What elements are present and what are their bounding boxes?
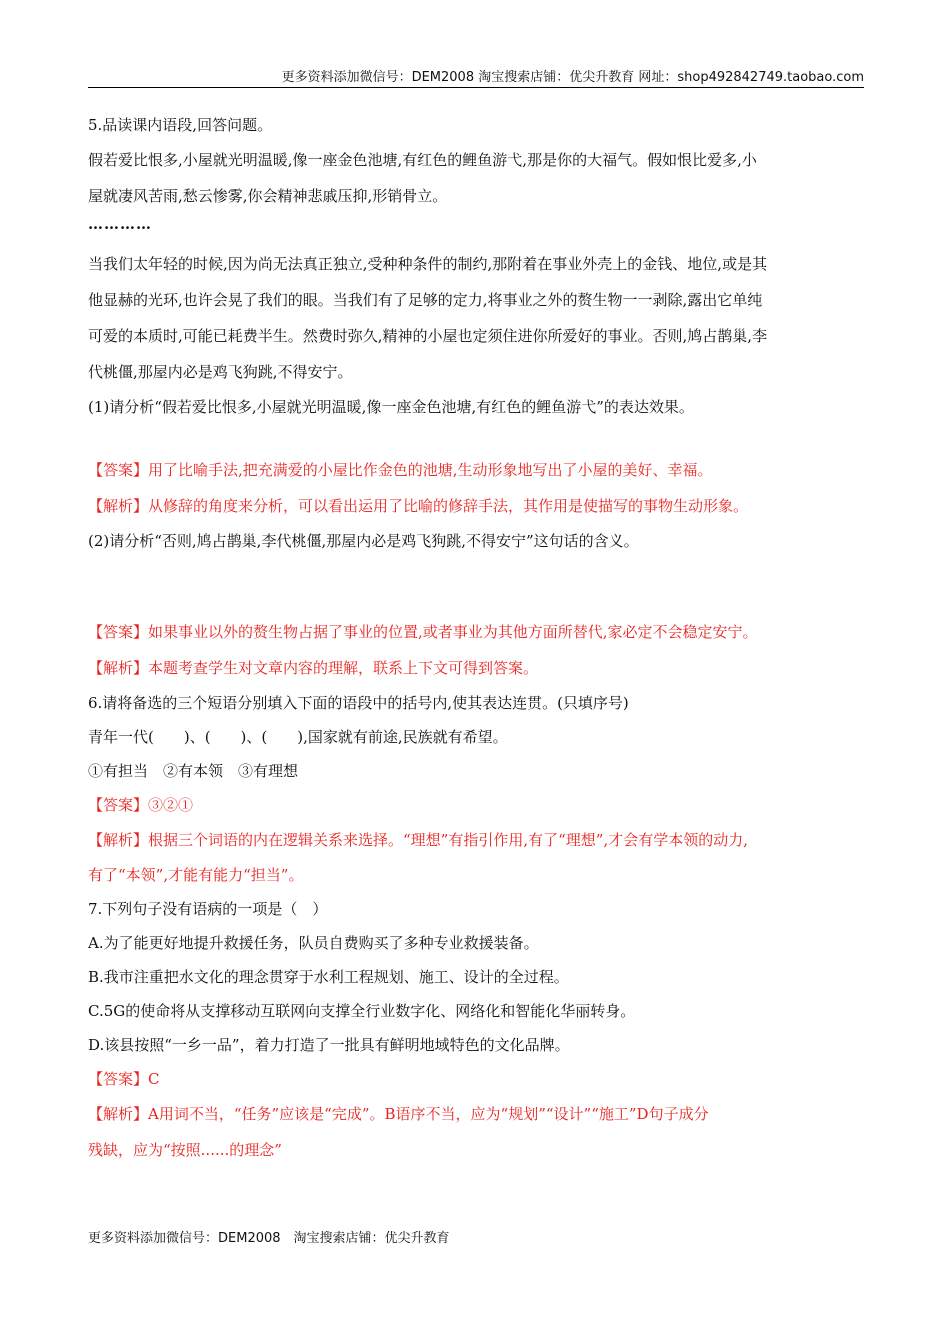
explanation-text: A用词不当，“任务”应该是“完成”。B语序不当，应为“规划”“设计”“施工”D句子成分 <box>148 1105 709 1123</box>
q5-passage-line: 他显赫的光环,也许会晃了我们的眼。当我们有了足够的定力,将事业之外的赘生物一一剥除,露出它单纯 <box>88 291 763 309</box>
answer-tag: 【答案】 <box>88 623 149 641</box>
q7-explanation-line: 残缺，应为“按照......的理念” <box>88 1141 282 1159</box>
q5-title: 5.品读课内语段,回答问题。 <box>88 116 273 134</box>
q5-passage-line: 可爱的本质时,可能已耗费半生。然费时弥久,精神的小屋也定须住进你所爱好的事业。否则,鸠占鹊巢,李 <box>88 327 768 345</box>
q5-subquestion-1: (1)请分析“假若爱比恨多,小屋就光明温暖,像一座金色池塘,有红色的鲤鱼游弋”的表达效果。 <box>88 398 694 416</box>
q5-answer-1 <box>88 452 864 488</box>
document-body <box>88 108 864 1168</box>
q7-option-c: C.5G的使命将从支撑移动互联网向支撑全行业数字化、网络化和智能化华丽转身。 <box>88 1002 636 1020</box>
q6-explanation-line <box>88 822 864 858</box>
q7-option-d: D.该县按照“一乡一品”，着力打造了一批具有鲜明地域特色的文化品牌。 <box>88 1036 570 1054</box>
header-divider <box>88 87 864 88</box>
q7-explanation-line <box>88 1096 864 1132</box>
q5-passage-line: 当我们太年轻的时候,因为尚无法真正独立,受种种条件的制约,那附着在事业外壳上的金钱、地位,或是其 <box>88 255 768 273</box>
explanation-tag: 【解析】 <box>88 659 149 677</box>
answer-text: C <box>148 1070 160 1088</box>
explanation-tag: 【解析】 <box>88 831 149 849</box>
answer-text: 用了比喻手法,把充满爱的小屋比作金色的池塘,生动形象地写出了小屋的美好、幸福。 <box>148 461 713 479</box>
page-footer: 更多资料添加微信号：DEM2008 淘宝搜索店铺：优尖升教育 <box>88 1231 450 1246</box>
q7-option-b: B.我市注重把水文化的理念贯穿于水利工程规划、施工、设计的全过程。 <box>88 968 569 986</box>
q5-subquestion-2: (2)请分析“否则,鸠占鹊巢,李代桃僵,那屋内必是鸡飞狗跳,不得安宁”这句话的含义。 <box>88 532 639 550</box>
q5-answer-2 <box>88 614 864 650</box>
q7-title: 7.下列句子没有语病的一项是（ ） <box>88 900 328 918</box>
q7-answer <box>88 1062 864 1096</box>
explanation-text: 本题考查学生对文章内容的理解，联系上下文可得到答案。 <box>148 659 539 677</box>
q5-explanation-2 <box>88 650 864 686</box>
q6-answer <box>88 788 864 822</box>
q6-sentence: 青年一代( )、( )、( ),国家就有前途,民族就有希望。 <box>88 728 508 746</box>
q5-passage-line: 假若爱比恨多,小屋就光明温暖,像一座金色池塘,有红色的鲤鱼游弋,那是你的大福气。假如恨比爱多,小 <box>88 151 757 169</box>
answer-text: 如果事业以外的赘生物占据了事业的位置,或者事业为其他方面所替代,家必定不会稳定安宁。 <box>148 623 758 641</box>
answer-text: ③②① <box>148 796 194 814</box>
q5-explanation-1 <box>88 488 864 524</box>
answer-tag: 【答案】 <box>88 461 149 479</box>
explanation-tag: 【解析】 <box>88 1105 149 1123</box>
answer-blank <box>88 424 864 452</box>
answer-tag: 【答案】 <box>88 1070 149 1088</box>
q6-title: 6.请将备选的三个短语分别填入下面的语段中的括号内,使其表达连贯。(只填序号) <box>88 694 629 712</box>
q6-explanation-line: 有了“本领”,才能有能力“担当”。 <box>88 866 304 884</box>
answer-tag: 【答案】 <box>88 796 149 814</box>
explanation-tag: 【解析】 <box>88 497 149 515</box>
q5-passage-line: 代桃僵,那屋内必是鸡飞狗跳,不得安宁。 <box>88 363 353 381</box>
q5-passage-line: 屋就凄风苦雨,愁云惨雾,你会精神悲戚压抑,形销骨立。 <box>88 187 448 205</box>
answer-blank <box>88 558 864 614</box>
q6-options: ①有担当 ②有本领 ③有理想 <box>88 762 299 780</box>
explanation-text: 根据三个词语的内在逻辑关系来选择。“理想”有指引作用,有了“理想”,才会有学本领的动力, <box>148 831 748 849</box>
ellipsis: ………… <box>88 215 152 233</box>
page-header: 更多资料添加微信号：DEM2008 淘宝搜索店铺：优尖升教育 网址：shop492842749.taobao.com <box>281 70 864 85</box>
explanation-text: 从修辞的角度来分析，可以看出运用了比喻的修辞手法，其作用是使描写的事物生动形象。 <box>148 497 749 515</box>
q7-option-a: A.为了能更好地提升救援任务，队员自费购买了多种专业救援装备。 <box>88 934 539 952</box>
